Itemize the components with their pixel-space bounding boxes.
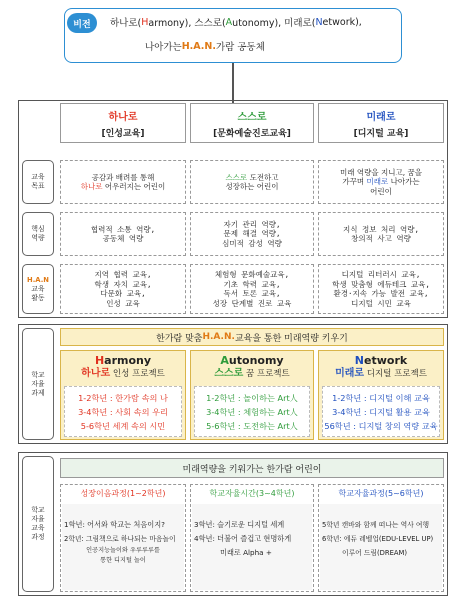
col-header-autonomy: 스스로 [문화예술진로교육] (190, 103, 314, 143)
goal-harmony: 공감과 배려를 통해 하나로 어우러지는 어린이 (60, 160, 186, 204)
activity-network: 디지털 리터러시 교육, 학생 맞춤형 에듀테크 교육, 환경·지속 가능 발전 교육, 디지털 시민 교육 (318, 264, 444, 314)
list-item: 통한 디지털 놀이 (100, 557, 146, 564)
list-item: 3-4학년 : 디지털 활용 교육 (332, 406, 430, 417)
row-label-core: 핵심 역량 (22, 212, 54, 256)
track-body-3 (320, 504, 442, 590)
vision-line-2: 나아가는 H.A.N. 가람 공동체 (145, 40, 265, 53)
list-item: 1-2학년 : 놀이하는 Art人 (206, 392, 298, 403)
track-title-2: 학교자율시간(3~4학년) (209, 488, 295, 498)
track-title-3: 학교자율과정(5~6학년) (338, 488, 424, 498)
project-title-network: Network 미래로 디지털 프로젝트 (335, 353, 427, 379)
list-item: 5학년 캔바와 함께 떠나는 역사 여행 (322, 521, 430, 529)
project-list-autonomy (194, 386, 310, 437)
goal-autonomy: 스스로 도전하고 성장하는 어린이 (190, 160, 314, 204)
track-body-2 (192, 504, 312, 590)
connector-line (232, 63, 234, 103)
list-item: 3-4학년 : 사회 속의 우리 (78, 406, 168, 417)
school-task-label: 학교 자율 과제 (22, 328, 54, 440)
goal-network: 미래 역량을 지니고, 꿈을 가꾸며 미래로 나아가는 어린이 (318, 160, 444, 204)
activity-autonomy: 체험형 문화예술교육, 기초 학력 교육, 독서 토론 교육, 성장 단계별 진로 교육 (190, 264, 314, 314)
list-item: 6학년: 에듀 레벨업(EDU-LEVEL UP) (322, 535, 434, 543)
list-item: 5-6학년 : 도전하는 Art人 (206, 420, 298, 431)
project-title-harmony: Harmony 하나로 인성 프로젝트 (81, 353, 165, 379)
list-item: 56학년 : 디지털 창의 역량 교육 (324, 420, 438, 431)
list-item: 1학년: 어서와 학교는 처음이지? (64, 520, 165, 529)
vision-badge: 비전 (67, 13, 97, 33)
project-list-harmony (64, 386, 182, 437)
vision-line-1: 하나로( H armony), 스스로( A utonomy), 미래로( N etwork), (110, 16, 362, 29)
list-item: 3-4학년 : 체험하는 Art人 (206, 406, 298, 417)
list-item: 5-6학년 세계 속의 시민 (80, 420, 166, 431)
row-label-activity: H.A.N 교육 활동 (22, 264, 54, 314)
curriculum-label: 학교 자율 교육 과정 (22, 456, 54, 592)
track-body-1 (62, 504, 184, 590)
project-title-autonomy: Autonomy 스스로 꿈 프로젝트 (214, 353, 290, 379)
list-item: 인공지능놀이와 우루루루를 (86, 547, 160, 554)
track-title-1: 성장이음과정(1~2학년) (80, 488, 166, 498)
list-item: 3학년: 슬기로운 디지털 세계 (194, 520, 285, 529)
list-item: 4학년: 더불어 즐겁고 현명하게 (194, 534, 292, 543)
list-item: 이루어 드림(DREAM) (342, 549, 408, 557)
list-item: 2학년: 그림책으로 하나되는 마음놀이 (64, 535, 176, 543)
col-header-network: 미래로 [디지털 교육] (318, 103, 444, 143)
core-autonomy: 자기 관리 역량, 문제 해결 역량, 심미적 감성 역량 (190, 212, 314, 256)
project-list-network (322, 386, 440, 437)
list-item: 1-2학년 : 한가람 속의 나 (78, 392, 168, 403)
activity-harmony: 지역 협력 교육, 학생 자치 교육, 다문화 교육, 인성 교육 (60, 264, 186, 314)
core-harmony: 협력적 소통 역량, 공동체 역량 (60, 212, 186, 256)
school-task-banner: 한가람 맞춤 H.A.N. 교육을 통한 미래역량 키우기 (60, 328, 444, 346)
list-item: 1-2학년 : 디지털 이해 교육 (332, 392, 430, 403)
core-network: 지식 정보 처리 역량, 창의적 사고 역량 (318, 212, 444, 256)
list-item: 미래로 Alpha + (220, 548, 272, 557)
col-header-harmony: 하나로 [인성교육] (60, 103, 186, 143)
curriculum-banner: 미래역량을 키워가는 한가람 어린이 (60, 458, 444, 478)
row-label-goal: 교육 목표 (22, 160, 54, 204)
